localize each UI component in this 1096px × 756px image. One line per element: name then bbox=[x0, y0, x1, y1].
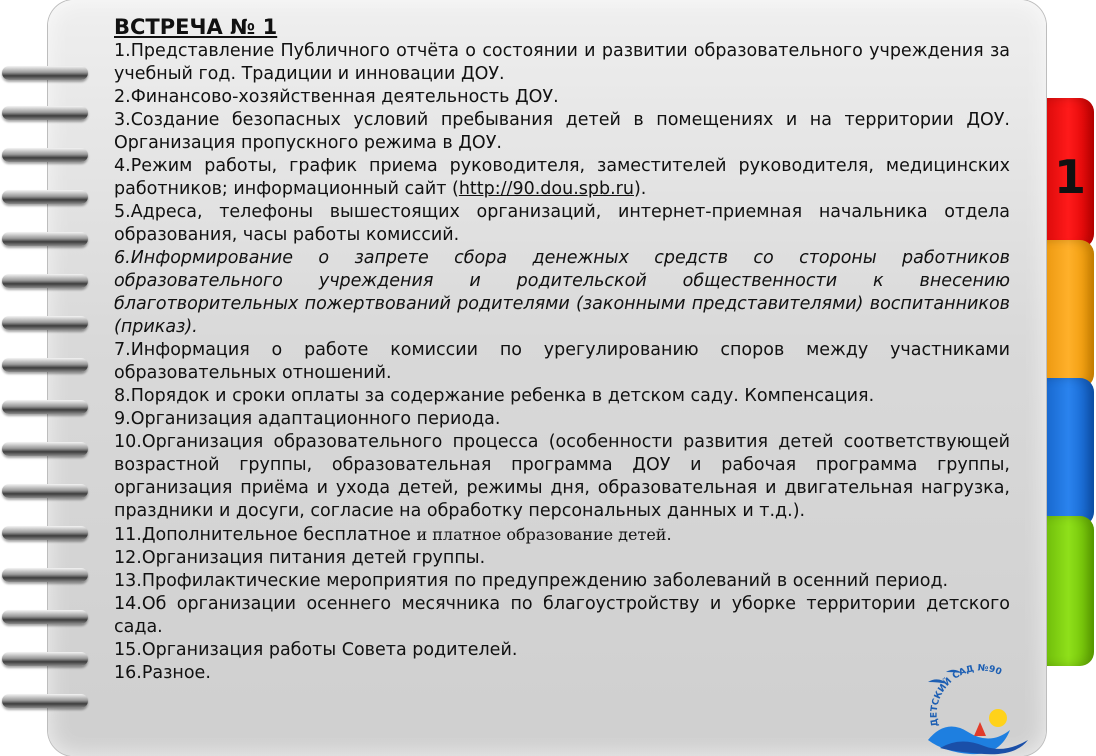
spiral-ring bbox=[2, 316, 88, 330]
page-title: ВСТРЕЧА № 1 bbox=[114, 15, 278, 39]
kindergarten-logo bbox=[920, 664, 1040, 756]
agenda-item: 3.Создание безопасных условий пребывания детей в помещениях и на территории ДОУ. Организация пропускного режима в ДОУ. bbox=[114, 110, 1010, 153]
meeting-agenda bbox=[114, 14, 1010, 685]
sun-icon bbox=[989, 709, 1007, 727]
agenda-item: 14.Об организации осеннего месячника по благоустройству и уборке территории детского сада. bbox=[114, 594, 1010, 637]
agenda-item: 2.Финансово-хозяйственная деятельность ДОУ. bbox=[114, 87, 559, 107]
agenda-item-text: 11.Дополнительное бесплатное bbox=[114, 525, 417, 545]
agenda-item: 6.Информирование о запрете сбора денежных средств со стороны работников образовательного учреждения и родительской общественности к внесению благотворительных пожертвований родителями (законными представителями) воспитанников (приказ). bbox=[114, 248, 1010, 337]
agenda-item: 13.Профилактические мероприятия по предупреждению заболеваний в осенний период. bbox=[114, 571, 949, 591]
agenda-item: 7.Информация о работе комиссии по урегулированию споров между участниками образовательных отношений. bbox=[114, 340, 1010, 383]
agenda-item-text: ). bbox=[633, 179, 647, 199]
spiral-ring bbox=[2, 652, 88, 666]
spiral-ring bbox=[2, 148, 88, 162]
agenda-item: 16.Разное. bbox=[114, 663, 211, 683]
agenda-item-text: 4.Режим работы, график приема руководителя, заместителей руководителя, медицинских работников; информационный сайт ( bbox=[114, 156, 1010, 199]
spiral-ring bbox=[2, 190, 88, 204]
spiral-ring bbox=[2, 610, 88, 624]
sail-icon bbox=[974, 722, 986, 736]
spiral-ring bbox=[2, 568, 88, 582]
agenda-item: 12.Организация питания детей группы. bbox=[114, 548, 486, 568]
website-link[interactable]: http://90.dou.spb.ru bbox=[458, 179, 634, 199]
agenda-item: 1.Представление Публичного отчёта о состоянии и развитии образовательного учреждения за учебный год. Традиции и инновации ДОУ. bbox=[114, 41, 1010, 84]
spiral-ring bbox=[2, 526, 88, 540]
spiral-ring bbox=[2, 400, 88, 414]
agenda-item-text: и платное образование детей. bbox=[416, 525, 672, 544]
agenda-item: 9.Организация адаптационного периода. bbox=[114, 409, 501, 429]
spiral-ring bbox=[2, 232, 88, 246]
agenda-item: 8.Порядок и сроки оплаты за содержание ребенка в детском саду. Компенсация. bbox=[114, 386, 875, 406]
spiral-ring bbox=[2, 442, 88, 456]
tab-number: 1 bbox=[1054, 150, 1087, 204]
agenda-item: 10.Организация образовательного процесса (особенности развития детей соответствующей возрастной группы, образовательная программа ДОУ и рабочая программа группы, организация приёма и ухода детей, режимы дня, образовательная и двигательная нагрузка, праздники и досуги, согласие на обработку персональных данных и т.д.). bbox=[114, 432, 1010, 521]
spiral-ring bbox=[2, 106, 88, 120]
spiral-ring bbox=[2, 484, 88, 498]
agenda-item bbox=[114, 523, 1010, 547]
spiral-ring bbox=[2, 274, 88, 288]
logo-text: ДЕТСКИЙ САД №90 bbox=[929, 664, 1003, 728]
agenda-item bbox=[114, 155, 1010, 201]
agenda-item: 15.Организация работы Совета родителей. bbox=[114, 640, 518, 660]
spiral-ring bbox=[2, 66, 88, 80]
spiral-ring bbox=[2, 694, 88, 708]
agenda-item: 5.Адреса, телефоны вышестоящих организаций, интернет-приемная начальника отдела образования, часы работы комиссий. bbox=[114, 202, 1010, 245]
spiral-ring bbox=[2, 358, 88, 372]
